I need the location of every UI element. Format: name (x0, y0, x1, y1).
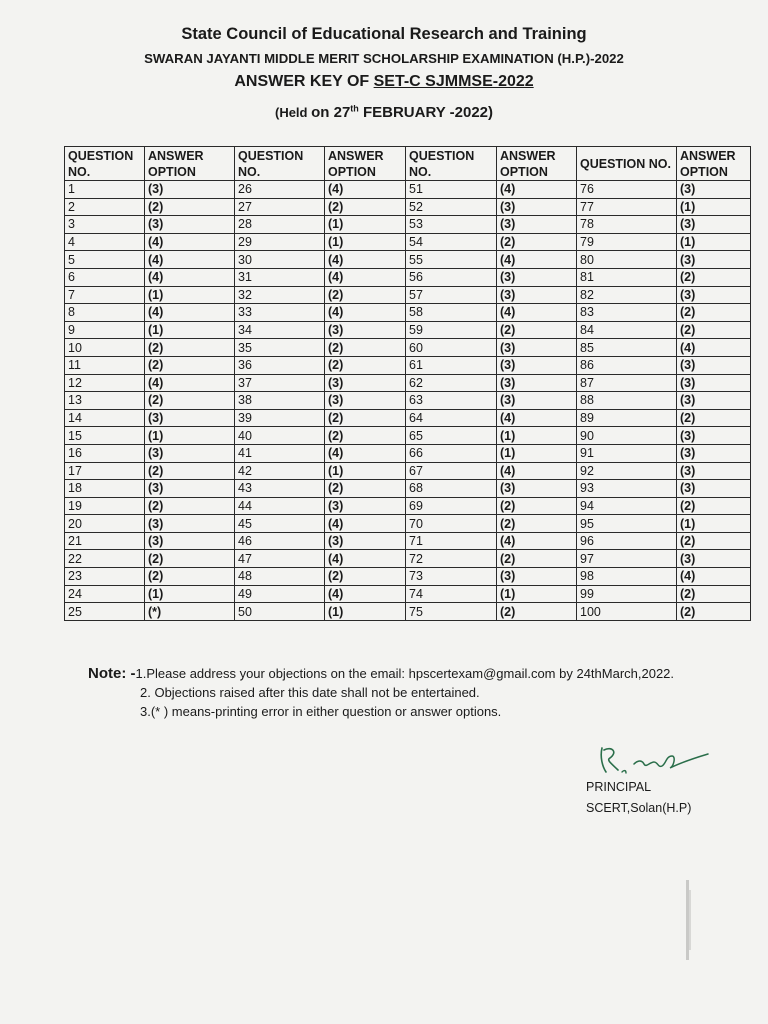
table-row (65, 568, 751, 586)
answer-option-cell: (1) (677, 233, 751, 251)
organization-title: State Council of Educational Research and Training (181, 25, 587, 43)
question-number-cell: 65 (406, 427, 497, 445)
answer-option-cell: (4) (497, 251, 577, 269)
question-number-cell: 42 (235, 462, 325, 480)
answer-option-cell: (1) (497, 585, 577, 603)
table-row (65, 603, 751, 621)
answer-key-title (0, 73, 768, 91)
note-lead: Note: - (88, 665, 136, 682)
answer-option-cell: (3) (325, 374, 406, 392)
question-number-cell: 29 (235, 233, 325, 251)
answer-option-cell: (2) (145, 550, 235, 568)
answer-option-cell: (3) (677, 480, 751, 498)
signatory-office: SCERT,Solan(H.P) (586, 801, 692, 815)
header-question-no: QUESTION NO. (406, 147, 497, 181)
table-row (65, 268, 751, 286)
question-number-cell: 69 (406, 497, 497, 515)
answer-option-cell: (3) (497, 356, 577, 374)
question-number-cell: 2 (65, 198, 145, 216)
table-row (65, 480, 751, 498)
question-number-cell: 99 (577, 585, 677, 603)
answer-option-cell: (2) (145, 339, 235, 357)
answer-option-cell: (1) (325, 233, 406, 251)
answer-option-cell: (2) (677, 304, 751, 322)
held-rest: FEBRUARY -2022) (358, 104, 493, 121)
answer-option-cell: (4) (145, 374, 235, 392)
question-number-cell: 54 (406, 233, 497, 251)
answer-option-cell: (2) (497, 603, 577, 621)
question-number-cell: 18 (65, 480, 145, 498)
header-question-no: QUESTION NO. (235, 147, 325, 181)
question-number-cell: 55 (406, 251, 497, 269)
answer-option-cell: (1) (325, 216, 406, 234)
answer-option-cell: (4) (497, 304, 577, 322)
question-number-cell: 12 (65, 374, 145, 392)
answer-option-cell: (1) (497, 427, 577, 445)
answer-option-cell: (2) (497, 321, 577, 339)
table-row (65, 374, 751, 392)
answer-option-cell: (2) (497, 233, 577, 251)
answer-option-cell: (3) (497, 286, 577, 304)
note-text-1: 1.Please address your objections on the email: hpscertexam@gmail.com by 24thMarch,2022. (135, 666, 675, 681)
note-line-2: 2. Objections raised after this date shall not be entertained. (140, 685, 480, 700)
question-number-cell: 64 (406, 409, 497, 427)
question-number-cell: 58 (406, 304, 497, 322)
table-row (65, 286, 751, 304)
held-superscript: th (350, 103, 359, 114)
held-on: on 27 (311, 104, 351, 121)
question-number-cell: 20 (65, 515, 145, 533)
answer-option-cell: (3) (325, 497, 406, 515)
answer-option-cell: (1) (145, 286, 235, 304)
question-number-cell: 28 (235, 216, 325, 234)
table-row (65, 356, 751, 374)
question-number-cell: 50 (235, 603, 325, 621)
answer-option-cell: (2) (145, 392, 235, 410)
answer-option-cell: (3) (497, 339, 577, 357)
answer-option-cell: (2) (677, 532, 751, 550)
answer-option-cell: (3) (325, 321, 406, 339)
answer-option-cell: (2) (325, 427, 406, 445)
question-number-cell: 40 (235, 427, 325, 445)
question-number-cell: 14 (65, 409, 145, 427)
question-number-cell: 23 (65, 568, 145, 586)
answer-option-cell: (1) (677, 515, 751, 533)
answer-option-cell: (2) (325, 356, 406, 374)
question-number-cell: 47 (235, 550, 325, 568)
answer-option-cell: (3) (677, 374, 751, 392)
answer-option-cell: (3) (497, 392, 577, 410)
question-number-cell: 66 (406, 444, 497, 462)
table-row (65, 585, 751, 603)
answer-option-cell: (2) (677, 321, 751, 339)
question-number-cell: 57 (406, 286, 497, 304)
answer-option-cell: (2) (325, 286, 406, 304)
answer-key-table (64, 146, 751, 621)
answer-option-cell: (3) (145, 216, 235, 234)
answer-option-cell: (3) (497, 374, 577, 392)
answer-option-cell: (1) (145, 585, 235, 603)
answer-option-cell: (1) (677, 198, 751, 216)
exam-title: SWARAN JAYANTI MIDDLE MERIT SCHOLARSHIP EXAMINATION (H.P.)-2022 (144, 51, 624, 66)
table-row (65, 321, 751, 339)
table-row (65, 216, 751, 234)
question-number-cell: 82 (577, 286, 677, 304)
question-number-cell: 3 (65, 216, 145, 234)
table-row (65, 427, 751, 445)
signatory-title: PRINCIPAL (586, 780, 652, 794)
question-number-cell: 95 (577, 515, 677, 533)
question-number-cell: 17 (65, 462, 145, 480)
question-number-cell: 5 (65, 251, 145, 269)
answer-option-cell: (2) (677, 409, 751, 427)
answer-option-cell: (3) (497, 216, 577, 234)
answer-option-cell: (4) (497, 409, 577, 427)
question-number-cell: 4 (65, 233, 145, 251)
answer-option-cell: (2) (497, 550, 577, 568)
note-line-3: 3.(* ) means-printing error in either question or answer options. (140, 704, 502, 719)
answer-key-set: SET-C SJMMSE-2022 (373, 73, 534, 90)
answer-option-cell: (2) (145, 356, 235, 374)
question-number-cell: 84 (577, 321, 677, 339)
header-answer-option: ANSWER OPTION (497, 147, 577, 181)
table-row (65, 462, 751, 480)
answer-option-cell: (4) (325, 585, 406, 603)
table-row (65, 339, 751, 357)
header-question-no: QUESTION NO. (65, 147, 145, 181)
question-number-cell: 38 (235, 392, 325, 410)
question-number-cell: 59 (406, 321, 497, 339)
question-number-cell: 71 (406, 532, 497, 550)
table-row (65, 181, 751, 199)
answer-option-cell: (3) (145, 515, 235, 533)
question-number-cell: 60 (406, 339, 497, 357)
table-body (65, 181, 751, 621)
question-number-cell: 10 (65, 339, 145, 357)
question-number-cell: 86 (577, 356, 677, 374)
answer-option-cell: (4) (145, 233, 235, 251)
answer-option-cell: (3) (677, 286, 751, 304)
answer-option-cell: (4) (325, 268, 406, 286)
question-number-cell: 90 (577, 427, 677, 445)
answer-option-cell: (3) (145, 532, 235, 550)
note-line-1 (88, 664, 748, 683)
question-number-cell: 49 (235, 585, 325, 603)
answer-option-cell: (3) (497, 568, 577, 586)
question-number-cell: 37 (235, 374, 325, 392)
question-number-cell: 67 (406, 462, 497, 480)
answer-key-prefix: ANSWER KEY OF (234, 73, 374, 90)
question-number-cell: 83 (577, 304, 677, 322)
table-header-row (65, 147, 751, 181)
question-number-cell: 43 (235, 480, 325, 498)
question-number-cell: 98 (577, 568, 677, 586)
question-number-cell: 56 (406, 268, 497, 286)
answer-option-cell: (3) (677, 444, 751, 462)
question-number-cell: 89 (577, 409, 677, 427)
table-row (65, 497, 751, 515)
question-number-cell: 41 (235, 444, 325, 462)
answer-option-cell: (1) (325, 603, 406, 621)
question-number-cell: 44 (235, 497, 325, 515)
question-number-cell: 75 (406, 603, 497, 621)
question-number-cell: 15 (65, 427, 145, 445)
question-number-cell: 62 (406, 374, 497, 392)
question-number-cell: 88 (577, 392, 677, 410)
answer-option-cell: (3) (677, 181, 751, 199)
question-number-cell: 34 (235, 321, 325, 339)
answer-option-cell: (*) (145, 603, 235, 621)
question-number-cell: 78 (577, 216, 677, 234)
answer-option-cell: (3) (497, 198, 577, 216)
question-number-cell: 77 (577, 198, 677, 216)
question-number-cell: 61 (406, 356, 497, 374)
principal-signature (596, 742, 716, 782)
question-number-cell: 97 (577, 550, 677, 568)
header-answer-option: ANSWER OPTION (145, 147, 235, 181)
question-number-cell: 53 (406, 216, 497, 234)
question-number-cell: 91 (577, 444, 677, 462)
answer-option-cell: (4) (497, 181, 577, 199)
answer-option-cell: (3) (677, 216, 751, 234)
question-number-cell: 25 (65, 603, 145, 621)
answer-option-cell: (4) (325, 304, 406, 322)
question-number-cell: 46 (235, 532, 325, 550)
answer-option-cell: (4) (325, 444, 406, 462)
question-number-cell: 85 (577, 339, 677, 357)
answer-option-cell: (2) (145, 462, 235, 480)
answer-option-cell: (2) (677, 497, 751, 515)
answer-option-cell: (1) (325, 462, 406, 480)
answer-option-cell: (2) (325, 568, 406, 586)
answer-option-cell: (1) (145, 427, 235, 445)
question-number-cell: 74 (406, 585, 497, 603)
answer-option-cell: (2) (497, 515, 577, 533)
question-number-cell: 32 (235, 286, 325, 304)
answer-option-cell: (2) (677, 585, 751, 603)
answer-option-cell: (2) (497, 497, 577, 515)
question-number-cell: 68 (406, 480, 497, 498)
table-row (65, 304, 751, 322)
question-number-cell: 1 (65, 181, 145, 199)
answer-option-cell: (3) (497, 268, 577, 286)
answer-option-cell: (3) (145, 181, 235, 199)
answer-option-cell: (4) (497, 532, 577, 550)
question-number-cell: 36 (235, 356, 325, 374)
header-question-no: QUESTION NO. (577, 147, 677, 181)
answer-option-cell: (4) (325, 251, 406, 269)
answer-option-cell: (4) (325, 515, 406, 533)
answer-option-cell: (3) (677, 462, 751, 480)
question-number-cell: 100 (577, 603, 677, 621)
question-number-cell: 80 (577, 251, 677, 269)
answer-option-cell: (4) (145, 251, 235, 269)
question-number-cell: 48 (235, 568, 325, 586)
table-row (65, 409, 751, 427)
answer-option-cell: (3) (325, 392, 406, 410)
answer-option-cell: (3) (677, 356, 751, 374)
answer-option-cell: (2) (325, 480, 406, 498)
question-number-cell: 8 (65, 304, 145, 322)
question-number-cell: 16 (65, 444, 145, 462)
question-number-cell: 35 (235, 339, 325, 357)
question-number-cell: 87 (577, 374, 677, 392)
table-row (65, 198, 751, 216)
question-number-cell: 81 (577, 268, 677, 286)
answer-option-cell: (3) (677, 427, 751, 445)
answer-option-cell: (2) (677, 603, 751, 621)
question-number-cell: 27 (235, 198, 325, 216)
question-number-cell: 26 (235, 181, 325, 199)
question-number-cell: 19 (65, 497, 145, 515)
table-row (65, 532, 751, 550)
answer-option-cell: (4) (325, 181, 406, 199)
question-number-cell: 96 (577, 532, 677, 550)
scan-artifact-mark (680, 880, 698, 960)
table-row (65, 550, 751, 568)
question-number-cell: 51 (406, 181, 497, 199)
question-number-cell: 39 (235, 409, 325, 427)
question-number-cell: 11 (65, 356, 145, 374)
answer-option-cell: (4) (145, 304, 235, 322)
answer-option-cell: (3) (325, 532, 406, 550)
answer-option-cell: (3) (145, 480, 235, 498)
question-number-cell: 22 (65, 550, 145, 568)
question-number-cell: 93 (577, 480, 677, 498)
notes-section (88, 664, 748, 721)
question-number-cell: 45 (235, 515, 325, 533)
question-number-cell: 73 (406, 568, 497, 586)
answer-option-cell: (2) (145, 497, 235, 515)
answer-option-cell: (2) (145, 198, 235, 216)
answer-option-cell: (1) (497, 444, 577, 462)
question-number-cell: 70 (406, 515, 497, 533)
question-number-cell: 24 (65, 585, 145, 603)
answer-option-cell: (4) (677, 339, 751, 357)
question-number-cell: 21 (65, 532, 145, 550)
answer-option-cell: (3) (677, 550, 751, 568)
answer-option-cell: (3) (677, 392, 751, 410)
answer-option-cell: (2) (677, 268, 751, 286)
question-number-cell: 30 (235, 251, 325, 269)
header-answer-option: ANSWER OPTION (677, 147, 751, 181)
answer-option-cell: (1) (145, 321, 235, 339)
question-number-cell: 63 (406, 392, 497, 410)
held-date (0, 104, 768, 121)
answer-option-cell: (3) (145, 444, 235, 462)
question-number-cell: 72 (406, 550, 497, 568)
answer-option-cell: (3) (497, 480, 577, 498)
answer-option-cell: (4) (497, 462, 577, 480)
answer-option-cell: (3) (677, 251, 751, 269)
header-answer-option: ANSWER OPTION (325, 147, 406, 181)
question-number-cell: 31 (235, 268, 325, 286)
question-number-cell: 92 (577, 462, 677, 480)
question-number-cell: 6 (65, 268, 145, 286)
held-open: (Held (274, 105, 312, 120)
question-number-cell: 76 (577, 181, 677, 199)
answer-option-cell: (4) (145, 268, 235, 286)
question-number-cell: 7 (65, 286, 145, 304)
answer-option-cell: (3) (145, 409, 235, 427)
question-number-cell: 9 (65, 321, 145, 339)
question-number-cell: 33 (235, 304, 325, 322)
answer-option-cell: (2) (325, 409, 406, 427)
table-row (65, 233, 751, 251)
question-number-cell: 52 (406, 198, 497, 216)
signature-block (586, 777, 691, 819)
answer-option-cell: (2) (145, 568, 235, 586)
question-number-cell: 13 (65, 392, 145, 410)
question-number-cell: 94 (577, 497, 677, 515)
answer-option-cell: (2) (325, 339, 406, 357)
answer-option-cell: (4) (325, 550, 406, 568)
answer-option-cell: (2) (325, 198, 406, 216)
answer-option-cell: (4) (677, 568, 751, 586)
table-row (65, 444, 751, 462)
table-row (65, 515, 751, 533)
question-number-cell: 79 (577, 233, 677, 251)
table-row (65, 251, 751, 269)
table-row (65, 392, 751, 410)
